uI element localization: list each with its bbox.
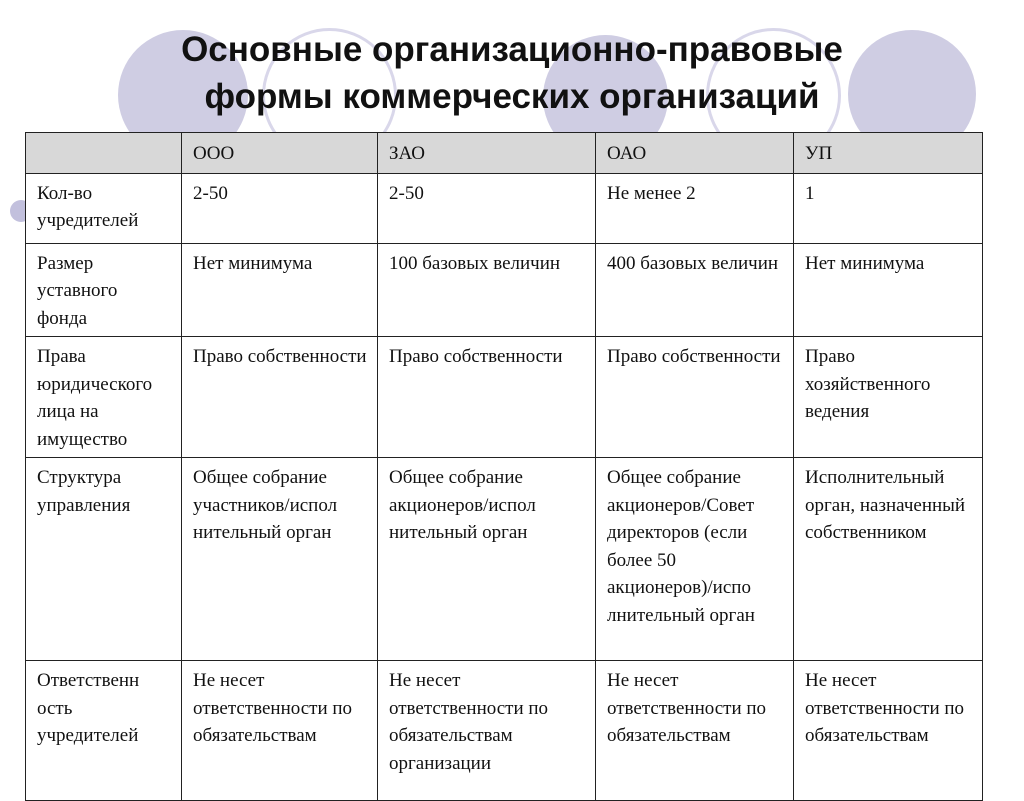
header-empty [26,133,182,174]
header-up: УП [794,133,983,174]
header-zao: ЗАО [378,133,596,174]
table-cell: Право хозяйственного ведения [794,337,983,458]
table-row [26,173,983,243]
table-header-row [26,133,983,174]
row-label: Кол-во учредителей [26,173,182,243]
table-cell: 1 [794,173,983,243]
table-cell: 2-50 [378,173,596,243]
table-cell: Общее собрание акционеров/Совет директоров (если более 50 акционеров)/испо​лнительный орган [596,458,794,661]
table-cell: Нет минимума [182,243,378,337]
title-line-1: Основные организационно-правовые [181,30,843,69]
table-cell: Не несет ответственности по обязательствам [596,661,794,801]
table-cell: Не несет ответственности по обязательствам организации [378,661,596,801]
table-row [26,458,983,661]
page-title [0,26,1024,120]
table-cell: Не несет ответственности по обязательствам [794,661,983,801]
header-oao: ОАО [596,133,794,174]
table-cell: Исполнительны​й орган, назначенный собственником [794,458,983,661]
table-cell: Право собственности [378,337,596,458]
table-cell: Не менее 2 [596,173,794,243]
table-cell: Нет минимума [794,243,983,337]
table-cell: Общее собрание участников/испол​нительный орган [182,458,378,661]
table-cell: 400 базовых величин [596,243,794,337]
row-label: Структура управления [26,458,182,661]
title-line-2: формы коммерческих организаций [204,77,820,116]
row-label: Ответственн​ость учредителей [26,661,182,801]
table-cell: Общее собрание акционеров/испол​нительный орган [378,458,596,661]
table-cell: Не несет ответственности по обязательствам [182,661,378,801]
row-label: Размер уставного фонда [26,243,182,337]
table-row [26,661,983,801]
table-cell: Право собственности [182,337,378,458]
table-cell: Право собственности [596,337,794,458]
header-ooo: ООО [182,133,378,174]
table-row [26,243,983,337]
table-row [26,337,983,458]
table-cell: 100 базовых величин [378,243,596,337]
table-cell: 2-50 [182,173,378,243]
row-label: Права юридическог​о лица на имущество [26,337,182,458]
comparison-table [25,132,983,801]
